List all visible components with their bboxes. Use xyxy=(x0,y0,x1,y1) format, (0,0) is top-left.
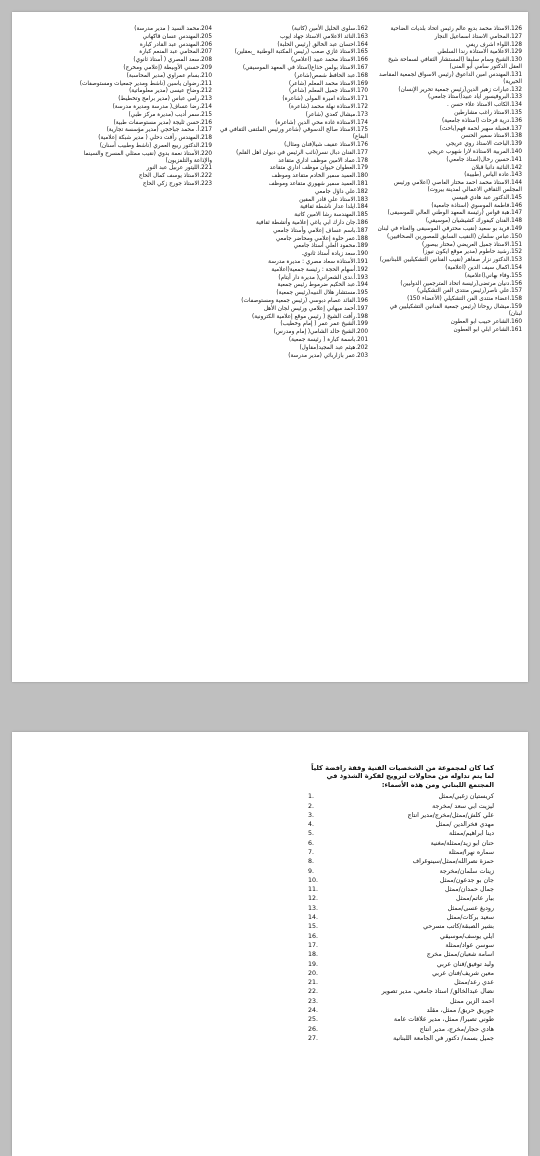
name-entry: 152.رشيد حاطوم (مدير موقع ايكون نيوز) xyxy=(422,249,522,256)
artist-name-role: بيار عاتم/ممثل xyxy=(455,895,494,903)
names-column-middle xyxy=(218,26,368,360)
name-entry: 189.محمود العلي أستاذ جامعي xyxy=(293,243,368,250)
name-entry: 219.الدكتور ربيع العمري (ناشط وطبيب أسنان) xyxy=(99,142,212,149)
list-number: 21. xyxy=(308,979,319,987)
artist-name-role: هادي حجار/مخرج، مدير انتاج xyxy=(419,1025,494,1033)
artist-list-item xyxy=(308,905,494,913)
name-entry: 131.المهندس امين الداعوق (رئيس الاسواق لجمعية المقاصد الخيرية) xyxy=(379,71,522,85)
name-entry: 149.فريد بو سعيد (نقيب محترفي الموسيقى والغناء في لبنان xyxy=(377,226,522,233)
name-entry: 153.الدكتور نزار صفاهر (نقيب الفنانين التشكيليين اللبنانيين) xyxy=(379,257,522,264)
name-entry: 138.الاستاذ سمير الحسن xyxy=(460,133,522,140)
name-entry: 130.الشيخ وسام سليقا (المستشار الثقافي لسماحة شيخ العقل الدكتور سامي أبو المنى) xyxy=(388,57,522,71)
list-number: 2. xyxy=(308,802,315,810)
artist-name-role: حنان ابو زيد/ممثلة/مغنية xyxy=(430,839,494,847)
artist-name-role: دينا ابراهيم/ممثلة xyxy=(448,830,494,838)
name-entry: 142.النائبة دانيا قبلان xyxy=(471,164,522,171)
name-entry: 133.البروفيسور اياد عبيد(استاذ جامعي) xyxy=(428,94,522,101)
name-entry: 165.الاستاذ غازي صعب (رئيس المكتبة الوطنية _بعقلين) xyxy=(234,49,368,56)
name-entry: 194.عبد الحكيم ضرموط رئيس جمعية xyxy=(277,282,368,289)
list-number: 25. xyxy=(308,1016,319,1024)
name-entry: 191.الأستاذة سعاد مصري : مديرة مدرسة xyxy=(268,259,368,266)
name-entry: 176.الاستاذ عفيف شيا(فنان ومثال) xyxy=(284,142,368,149)
artist-list-item xyxy=(308,961,494,969)
name-entry: 182.علي داؤل جامعي xyxy=(314,188,368,195)
artist-list-item xyxy=(308,858,494,866)
artist-list-item xyxy=(308,840,494,848)
name-entry: 209.حسني الأوبيطة (إعلامي ومخرج) xyxy=(123,64,212,71)
name-entry: 139.الباحث الاستاذ روي عريجي xyxy=(446,141,522,148)
artist-list-item xyxy=(308,803,494,811)
name-entry: 180.العميد سمير الخادم متقاعد وموظف xyxy=(271,173,368,180)
name-entry: 221.الليتور عربيل عبد النور xyxy=(146,165,212,172)
name-entry: 146.فاطمة الموسوي (استاذة جامعية) xyxy=(431,202,522,209)
artists-name-list xyxy=(308,793,494,1043)
name-entry: 127.المحامي الاستاذ اسماعيل النجار xyxy=(434,33,522,40)
name-entry: 181.العميد سمير شهوري متقاعد وموظف xyxy=(268,181,368,188)
artist-list-item xyxy=(308,970,494,978)
artist-name-role: اسامة شعبان/ممثل مخرج xyxy=(426,951,494,959)
list-number: 14. xyxy=(308,914,319,922)
name-entry: 218.المهندس رأفت دحلي ( مدير شبكة إعلامية) xyxy=(98,135,212,142)
list-number: 18. xyxy=(308,951,319,959)
artist-name-role: طوني تصيرا/ ممثل، مدير علاقات عامة xyxy=(393,1016,494,1024)
name-entry: 151.الاستاذ جميل العريضي (مختار بيصور) xyxy=(421,241,522,248)
name-entry: 204.محمد السيد ( مدير مدرسة) xyxy=(134,26,212,32)
name-entry: 203.عمر بازاربائي (مدير مدرسة) xyxy=(288,352,368,359)
name-entry: 164.احسان عبد الخالق (رئيس الحلبة) xyxy=(277,41,368,48)
artist-name-role: جمال حمدان/ممثل xyxy=(444,886,494,894)
artist-list-item xyxy=(308,793,494,801)
name-entry: 135.الاستاذ راغب مشارطين xyxy=(454,109,522,116)
artist-name-role: ايلي يوسف/موسيقي xyxy=(440,932,494,940)
artist-list-item xyxy=(308,933,494,941)
name-entry: 211.رضوان ياسين (ناشط ومدير جمعيات ومستوصفات) xyxy=(79,80,212,87)
name-entry: 159.ميشال روحانا (رئيس جمعية الفنانين التشكيليين في لبنان) xyxy=(389,304,522,317)
list-number: 11. xyxy=(308,886,319,894)
artist-name-role: جان بو جدعون/ممثل xyxy=(439,876,494,884)
names-column-right xyxy=(376,26,522,334)
name-entry: 214.رضا عساف( مدرسة ومديرة مدرسة) xyxy=(112,103,212,110)
name-entry: 128.اللواء اشرف ريفي xyxy=(466,41,522,48)
name-entry: 200.الشيخ خالد الشامي( إمام ومدرس) xyxy=(273,329,368,336)
artist-list-item xyxy=(308,979,494,987)
name-entry: 196.القائد عصام دبوسي (رئيس جمعية ومستوصفات) xyxy=(241,298,368,304)
list-number: 20. xyxy=(308,969,319,977)
name-entry: 126.الاستاذ محمد بديع عالم رئيس اتحاد بلديات الضاحية xyxy=(390,26,522,32)
artist-name-role: مهدي فخرالدين /ممثل xyxy=(435,821,494,829)
name-entry: 193.أ.ندى الشعراني( مديرة دار أيتام) xyxy=(278,274,368,281)
artist-name-role: روديغ عسى/ممثل xyxy=(447,904,494,912)
name-entry: 150.عباس سلمان (النقيب السابق للمصورين الصحافيين) xyxy=(387,233,522,240)
artist-name-role: بشير الصبقة/كاتب مسرحي xyxy=(423,923,494,931)
name-entry: 147.هبة قواس (رئيسة المعهد الوطني العالي للموسيقى) xyxy=(387,210,522,217)
list-number: 6. xyxy=(308,839,315,847)
name-entry: 178.عماد الامين موظف اداري متقاعد xyxy=(278,157,368,164)
name-entry: 134.الكاتب الاستاذ علاء حسن . xyxy=(446,102,522,109)
artist-name-role: نضال عبدالخالق/ استاذ جامعي، مدير تصوير xyxy=(381,988,494,996)
name-entry: 197.أحمد ميهاني إعلامي ورئيس لجان الأهل xyxy=(263,305,368,312)
name-entry: 141.حسين رحال(استاذ جامعي) xyxy=(446,156,522,163)
list-number: 1. xyxy=(308,793,315,801)
name-entry: 215.سمر أديب (مديرة مركز طبي) xyxy=(128,111,212,118)
artist-list-item xyxy=(308,821,494,829)
name-entry: 216.حسن ثليجة (مدير مستوصفات طبية) xyxy=(113,119,212,126)
name-entry: 155.وفاء بهاني(اعلامية) xyxy=(464,272,522,279)
name-entry: 162.سلوى الخليل الأمين (كاتبة) xyxy=(291,26,368,32)
list-number: 27. xyxy=(308,1034,319,1042)
name-entry: 179.العطوان حيوان موظف اداري متقاعد xyxy=(269,165,368,172)
name-entry: 186.جان دارك ابي ياغي إعلامية وأنشطة ثقافية xyxy=(256,220,368,227)
artist-name-role: علي كلش/ممثل/مخرج/مدير انتاج xyxy=(407,811,494,819)
list-number: 8. xyxy=(308,858,315,866)
list-number: 9. xyxy=(308,867,315,875)
name-entry: 132.عبارات زهير الدين(رئيس جمعية تحرير الإنسان) xyxy=(398,86,522,93)
name-entry: 206.المهندس عبد القادر كبارة xyxy=(139,41,212,48)
artist-name-role: عدي رعد/ممثل xyxy=(454,979,494,987)
name-entry: 192.أسهام الحجة : رئيسة جمعية(اعلامية xyxy=(271,266,368,273)
list-number: 22. xyxy=(308,988,319,996)
list-number: 23. xyxy=(308,997,319,1005)
list-number: 17. xyxy=(308,941,319,949)
list-number: 4. xyxy=(308,821,315,829)
name-entry: 207.المحامي عبد المنعم كبارة xyxy=(139,49,212,56)
name-entry: 172.الاستاذة نهلة محمد (شاعرة) xyxy=(288,103,368,110)
list-number: 3. xyxy=(308,811,315,819)
artist-list-item xyxy=(308,1007,494,1015)
name-entry: 202.هيثم عبد المجيد(مقاول) xyxy=(299,344,368,351)
name-entry: 137.فضيلة سهير لحمة فهم(باحث) xyxy=(439,125,522,132)
name-entry: 168.عبد الحافظ شمص(شاعر) xyxy=(294,72,368,79)
artists-section xyxy=(308,764,494,1044)
name-entry: 173.ميشال كعدي (شاعر) xyxy=(305,111,368,118)
artist-list-item xyxy=(308,923,494,931)
name-entry: 148.الفنان كيفورك كشيشيان (موسيقي) xyxy=(425,218,522,225)
name-entry: 190.سعد زيادة أستاذ ثانوي. xyxy=(301,251,368,258)
name-entry: 212.وضاح عيسى (مدير معلوماتية) xyxy=(129,88,212,95)
name-entry: 208.سعد المصري ( أستاذ ثانوي) xyxy=(133,57,212,64)
name-entry: 158.اعضاء منتدى الفن التشكيلي (الأعضاء 150) xyxy=(407,296,522,303)
list-number: 10. xyxy=(308,876,319,884)
artist-name-role: جوريق حريق/ ممثل، مقلد xyxy=(426,1007,494,1015)
name-entry: 185.المهندسة رشا الامين كاتبة xyxy=(294,212,368,219)
name-entry: 217.أ. محمد جباخجي (مدير مؤسسة تجارية) xyxy=(106,127,212,134)
name-entry: 160.الشاعر حبيب ابو العطون xyxy=(450,318,522,325)
list-number: 12. xyxy=(308,895,319,903)
list-number: 15. xyxy=(308,923,319,931)
artist-list-item xyxy=(308,998,494,1006)
name-entry: 175.الاستاذ صالح الدسوقي (شاعر ورئيس الملتقى الثقافي في البقاع) xyxy=(220,127,368,141)
name-entry: 213.رامي عباس (مدير برامج وتخطيط) xyxy=(118,96,212,103)
artist-list-item xyxy=(308,868,494,876)
artist-list-item xyxy=(308,1016,494,1024)
name-entry: 195.مستشار هلال النبيه(رئيس جمعية) xyxy=(276,290,368,297)
name-entry: 198.رأفت الشيخ ( رئيس موقع إعلامية الكترونية) xyxy=(252,313,368,320)
artist-name-role: جميل بسمة/ دكتور في الجامعة اللبنانية xyxy=(393,1034,494,1042)
list-number: 24. xyxy=(308,1007,319,1015)
artist-name-role: سماره نهرا/ممثلة xyxy=(448,849,494,856)
name-entry: 201.باسمة كبارة ( رئيسة جمعية) xyxy=(288,336,368,343)
list-number: 13. xyxy=(308,904,319,912)
name-entry: 169.الاستاذ محمد المعلم (شاعر) xyxy=(288,80,368,87)
list-number: 16. xyxy=(308,932,319,940)
name-entry: 166.الاستاذ محمد عبيد (اعلامي) xyxy=(290,57,368,64)
name-entry: 144.الاستاذ محمد احمد مختار العاصي (اعلامي ورئيس المجلس الثقافي الاعمالي لمدينة بيروت) xyxy=(393,180,522,194)
list-number: 26. xyxy=(308,1025,319,1033)
artist-list-item xyxy=(308,988,494,996)
document-page-1 xyxy=(12,12,528,682)
artist-list-item xyxy=(308,942,494,950)
document-page-2 xyxy=(12,732,528,1156)
name-entry: 187.باسم عساف إعلامي وأستاذ جامعي xyxy=(273,227,368,234)
name-entry: 145.الدكتور عبد هادي قبيسي xyxy=(451,194,522,201)
artist-list-item xyxy=(308,895,494,903)
name-entry: 177.الفنان دبال نسر(نائب الرئيس في ديوان اهل القلم) xyxy=(236,149,368,156)
name-entry: 210.بسام عمراوي (مدير المحاسبة) xyxy=(126,72,212,79)
name-entry: 205.المهندس عسان قاكهاني xyxy=(142,33,212,40)
list-number: 7. xyxy=(308,849,315,856)
name-entry: 222.الاستاذ يوسف كمال الحاج xyxy=(138,173,212,180)
artist-list-item xyxy=(308,849,494,857)
name-entry: 154.اكمال سيف الدين (اعلامية) xyxy=(445,265,522,272)
artist-name-role: كريستيان زغبي/ممثل xyxy=(438,793,494,801)
artist-name-role: سعيد بركات/ممثل xyxy=(446,914,494,922)
name-entry: 184.ايلدا عدار ناشطة ثقافية xyxy=(300,204,368,211)
name-entry: 167.الاستاذ بولس خذاع(استاذ في المعهد الموسيقي) xyxy=(242,64,368,71)
artist-list-item xyxy=(308,886,494,894)
artist-list-item xyxy=(308,1026,494,1034)
name-entry: 170.الاستاذ جميل المعلم (شاعر) xyxy=(289,88,368,95)
name-entry: 199.الشيخ عمر عمر ( إمام وخطيب) xyxy=(280,321,368,328)
artist-name-role: سوسن عواد/ممثلة xyxy=(445,941,494,949)
artist-list-item xyxy=(308,812,494,820)
artist-name-role: معين شريف/فنان عربي xyxy=(432,969,494,977)
name-entry: 140.المربية الاستاذة لارا شهوب عريجي xyxy=(427,148,522,155)
name-entry: 183.الاستاذ علي قادر المقين xyxy=(299,196,368,203)
name-entry: 156.دنيان مرتضى(رئيسة اتحاد المترجمين الدوليين) xyxy=(400,280,522,287)
name-entry: 174.الاستاذة غادة محي الدين (شاعرة) xyxy=(275,119,368,126)
name-entry: 143.عادة الياس (طبيبة) xyxy=(464,172,522,179)
name-entry: 171.الاستاذة اميرة المولى (شاعرة) xyxy=(282,96,368,103)
name-entry: 188.عمر حلوة إعلامي ومحاضر جامعي xyxy=(275,235,368,242)
names-column-left xyxy=(66,26,212,189)
name-entry: 129.الاعلامية الاستاذة رندا السلطي xyxy=(437,49,522,56)
artist-name-role: احمد الزين ممثل xyxy=(450,997,494,1005)
artist-name-role: وليد توفيق/فنان عربي xyxy=(436,960,494,968)
name-entry: 163.النائد الاعلامي الاستاذ جهاد ايوب xyxy=(279,33,368,40)
artist-name-role: حمزة نصرالله/ممثل/سينوغراف xyxy=(412,858,494,866)
artist-list-item xyxy=(308,914,494,922)
name-entry: 161.الشاعر ابلي ابو العطون xyxy=(453,326,522,333)
name-entry: 136.درية فرحات (استاذة جامعية) xyxy=(441,117,522,124)
list-number: 5. xyxy=(308,830,315,838)
artist-name-role: زينات سلمان/مخرجة xyxy=(439,867,494,875)
name-entry: 220.الأستاذ نعمة بدوي (نقيب ممثلي المسرح والسينما والإذاعة والتلفزيون) xyxy=(83,150,212,164)
name-entry: 157.علي ناصر(رئيس منتدى الفن التشكيلي) xyxy=(417,288,522,295)
artist-list-item xyxy=(308,830,494,838)
list-number: 19. xyxy=(308,960,319,968)
name-entry: 223.الاستاذ جورج زكي الحاج xyxy=(142,181,212,188)
artist-list-item xyxy=(308,951,494,959)
artists-intro-paragraph: كما كان لمجموعة من الشخصيات الفنية وقفة رافضة كلياً لما يتم تداوله من محاولات لترويج لفكرة الشذوذ في المجتمع اللبناني ومن هذه الأسماء: xyxy=(311,764,494,789)
artist-list-item xyxy=(308,1035,494,1043)
artist-name-role: ليزيت ابي سعد /مخرجة xyxy=(432,802,494,810)
artist-list-item xyxy=(308,877,494,885)
